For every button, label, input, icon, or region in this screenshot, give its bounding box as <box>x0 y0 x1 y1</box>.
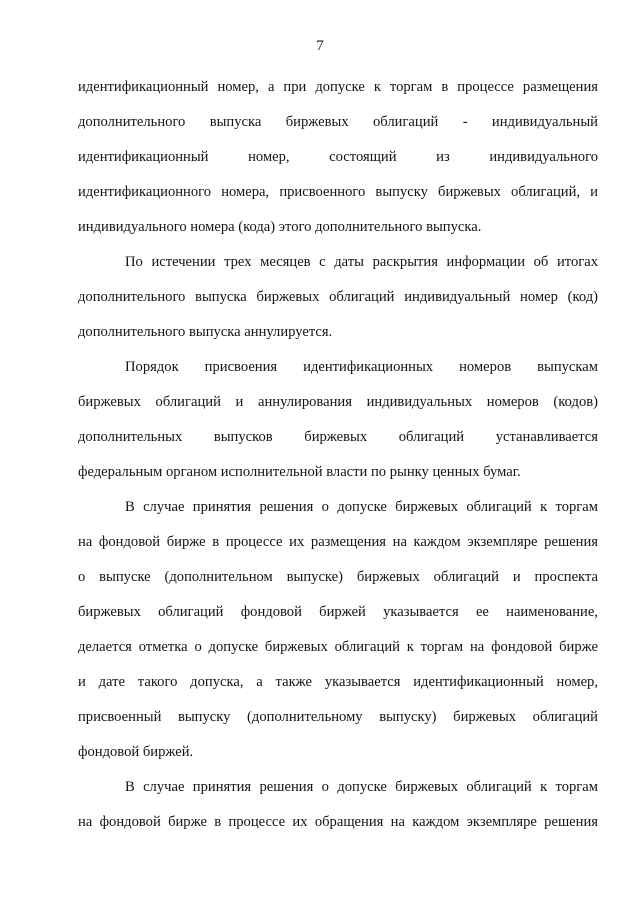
text-line: дополнительного выпуска биржевых облигаций индивидуальный номер (код) <box>78 289 598 305</box>
text-line: дополнительных выпусков биржевых облигаций устанавливается <box>78 429 598 445</box>
paragraph-first-line: В случае принятия решения о допуске биржевых облигаций к торгам <box>125 499 598 515</box>
text-line: идентификационный номер, состоящий из индивидуального <box>78 149 598 165</box>
text-line: о выпуске (дополнительном выпуске) биржевых облигаций и проспекта <box>78 569 598 585</box>
text-line: идентификационный номер, а при допуске к торгам в процессе размещения <box>78 79 598 95</box>
text-line: на фондовой бирже в процессе их размещения на каждом экземпляре решения <box>78 534 598 550</box>
text-line: присвоенный выпуску (дополнительному выпуску) биржевых облигаций <box>78 709 598 725</box>
paragraph-first-line: Порядок присвоения идентификационных номеров выпускам <box>125 359 598 375</box>
text-line: дополнительного выпуска аннулируется. <box>78 324 333 340</box>
text-line: биржевых облигаций и аннулирования индивидуальных номеров (кодов) <box>78 394 598 410</box>
page-number: 7 <box>316 38 324 54</box>
paragraph-first-line: По истечении трех месяцев с даты раскрытия информации об итогах <box>125 254 598 270</box>
text-line: федеральным органом исполнительной власти по рынку ценных бумаг. <box>78 464 521 480</box>
text-line: биржевых облигаций фондовой биржей указывается ее наименование, <box>78 604 598 620</box>
text-line: фондовой биржей. <box>78 744 194 760</box>
text-line: индивидуального номера (кода) этого дополнительного выпуска. <box>78 219 482 235</box>
text-line: на фондовой бирже в процессе их обращения на каждом экземпляре решения <box>78 814 598 830</box>
text-line: и дате такого допуска, а также указывается идентификационный номер, <box>78 674 598 690</box>
text-line: идентификационного номера, присвоенного выпуску биржевых облигаций, и <box>78 184 598 200</box>
text-line: дополнительного выпуска биржевых облигаций - индивидуальный <box>78 114 598 130</box>
paragraph-first-line: В случае принятия решения о допуске биржевых облигаций к торгам <box>125 779 598 795</box>
text-line: делается отметка о допуске биржевых облигаций к торгам на фондовой бирже <box>78 639 598 655</box>
